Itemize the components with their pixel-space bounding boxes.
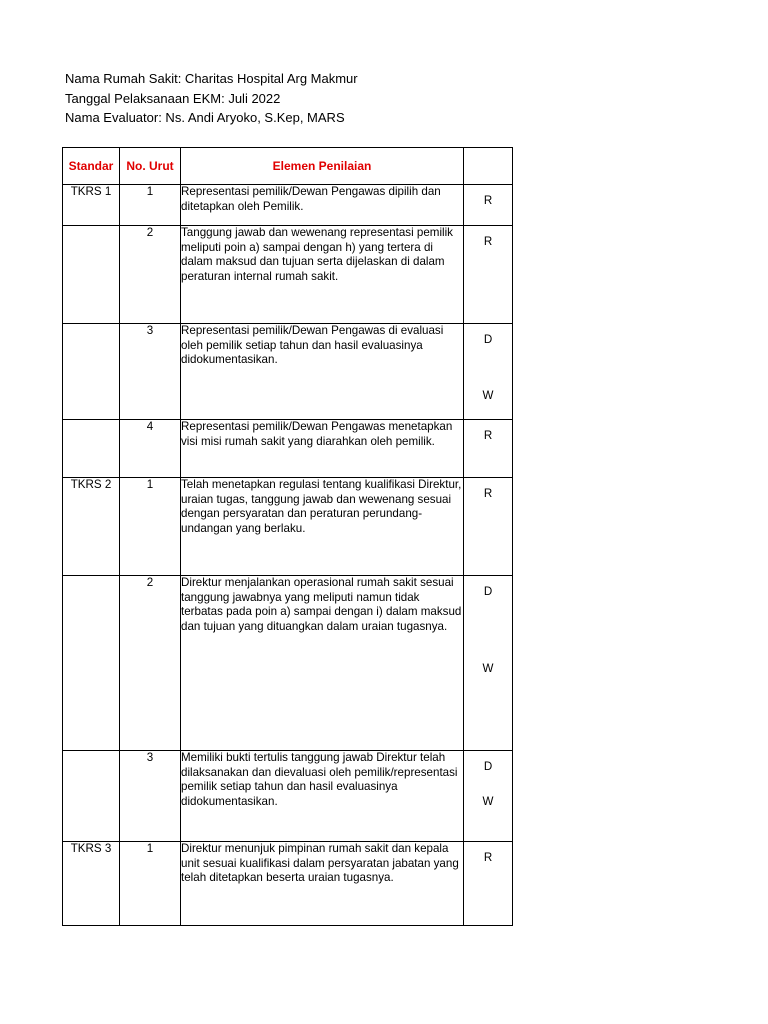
code-label: D [483, 760, 493, 773]
no-urut-cell: 3 [120, 324, 181, 420]
code-label: R [483, 851, 493, 864]
elemen-cell: Memiliki bukti tertulis tanggung jawab Direktur telah dilaksanakan dan dievaluasi oleh pemilik/representasi pemilik setiap tahun dan hasil evaluasinya didokumentasikan. [181, 751, 464, 842]
table-row [63, 324, 513, 420]
implementation-date: Tanggal Pelaksanaan EKM: Juli 2022 [65, 90, 281, 106]
table-row [63, 226, 513, 324]
code-label: R [483, 429, 493, 442]
code-label: R [483, 487, 493, 500]
code-cell [464, 478, 513, 576]
code-label: R [483, 235, 493, 248]
code-label: W [482, 662, 494, 675]
code-cell [464, 420, 513, 478]
hospital-name: Nama Rumah Sakit: Charitas Hospital Arg Makmur [65, 71, 358, 86]
no-urut-cell: 2 [120, 226, 181, 324]
code-cell [464, 751, 513, 842]
elemen-cell: Direktur menunjuk pimpinan rumah sakit dan kepala unit sesuai kualifikasi dalam persyaratan jabatan yang telah ditetapkan beserta uraian tugasnya. [181, 842, 464, 926]
code-cell [464, 576, 513, 751]
header-no-urut: No. Urut [120, 148, 181, 185]
no-urut-cell: 1 [120, 185, 181, 226]
elemen-cell: Representasi pemilik/Dewan Pengawas dipilih dan ditetapkan oleh Pemilik. [181, 185, 464, 226]
code-label: R [483, 194, 493, 207]
no-urut-cell: 1 [120, 478, 181, 576]
standar-cell [63, 576, 120, 751]
standar-cell [63, 420, 120, 478]
header-code [464, 148, 513, 185]
no-urut-cell: 1 [120, 842, 181, 926]
code-cell [464, 226, 513, 324]
assessment-table [62, 147, 513, 926]
no-urut-cell: 2 [120, 576, 181, 751]
code-label: D [483, 333, 493, 346]
table-row [63, 842, 513, 926]
standar-cell: TKRS 1 [63, 185, 120, 226]
table-row [63, 420, 513, 478]
code-cell [464, 185, 513, 226]
code-label: W [482, 795, 494, 808]
elemen-cell: Representasi pemilik/Dewan Pengawas di evaluasi oleh pemilik setiap tahun dan hasil evaluasinya didokumentasikan. [181, 324, 464, 420]
table-row [63, 751, 513, 842]
standar-cell [63, 751, 120, 842]
standar-cell [63, 226, 120, 324]
table-row [63, 185, 513, 226]
evaluator-name: Nama Evaluator: Ns. Andi Aryoko, S.Kep, MARS [65, 110, 345, 125]
header-elemen-penilaian: Elemen Penilaian [181, 148, 464, 185]
code-label: D [483, 585, 493, 598]
header-standar: Standar [63, 148, 120, 185]
code-cell [464, 324, 513, 420]
code-label: W [482, 389, 494, 402]
table-header-row [63, 148, 513, 185]
elemen-cell: Direktur menjalankan operasional rumah sakit sesuai tanggung jawabnya yang meliputi namun tidak terbatas pada poin a) sampai dengan i) dalam maksud dan tujuan yang dituangkan dalam uraian tugasnya. [181, 576, 464, 751]
code-cell [464, 842, 513, 926]
no-urut-cell: 4 [120, 420, 181, 478]
standar-cell [63, 324, 120, 420]
elemen-cell: Telah menetapkan regulasi tentang kualifikasi Direktur, uraian tugas, tanggung jawab dan wewenang sesuai dengan persyaratan dan peraturan perundang- undangan yang berlaku. [181, 478, 464, 576]
no-urut-cell: 3 [120, 751, 181, 842]
elemen-cell: Tanggung jawab dan wewenang representasi pemilik meliputi poin a) sampai dengan h) yang tertera di dalam maksud dan tujuan serta dijelaskan di dalam peraturan internal rumah sakit. [181, 226, 464, 324]
elemen-cell: Representasi pemilik/Dewan Pengawas menetapkan visi misi rumah sakit yang diarahkan oleh pemilik. [181, 420, 464, 478]
table-row [63, 478, 513, 576]
document-header [65, 69, 358, 128]
standar-cell: TKRS 3 [63, 842, 120, 926]
table-row [63, 576, 513, 751]
standar-cell: TKRS 2 [63, 478, 120, 576]
